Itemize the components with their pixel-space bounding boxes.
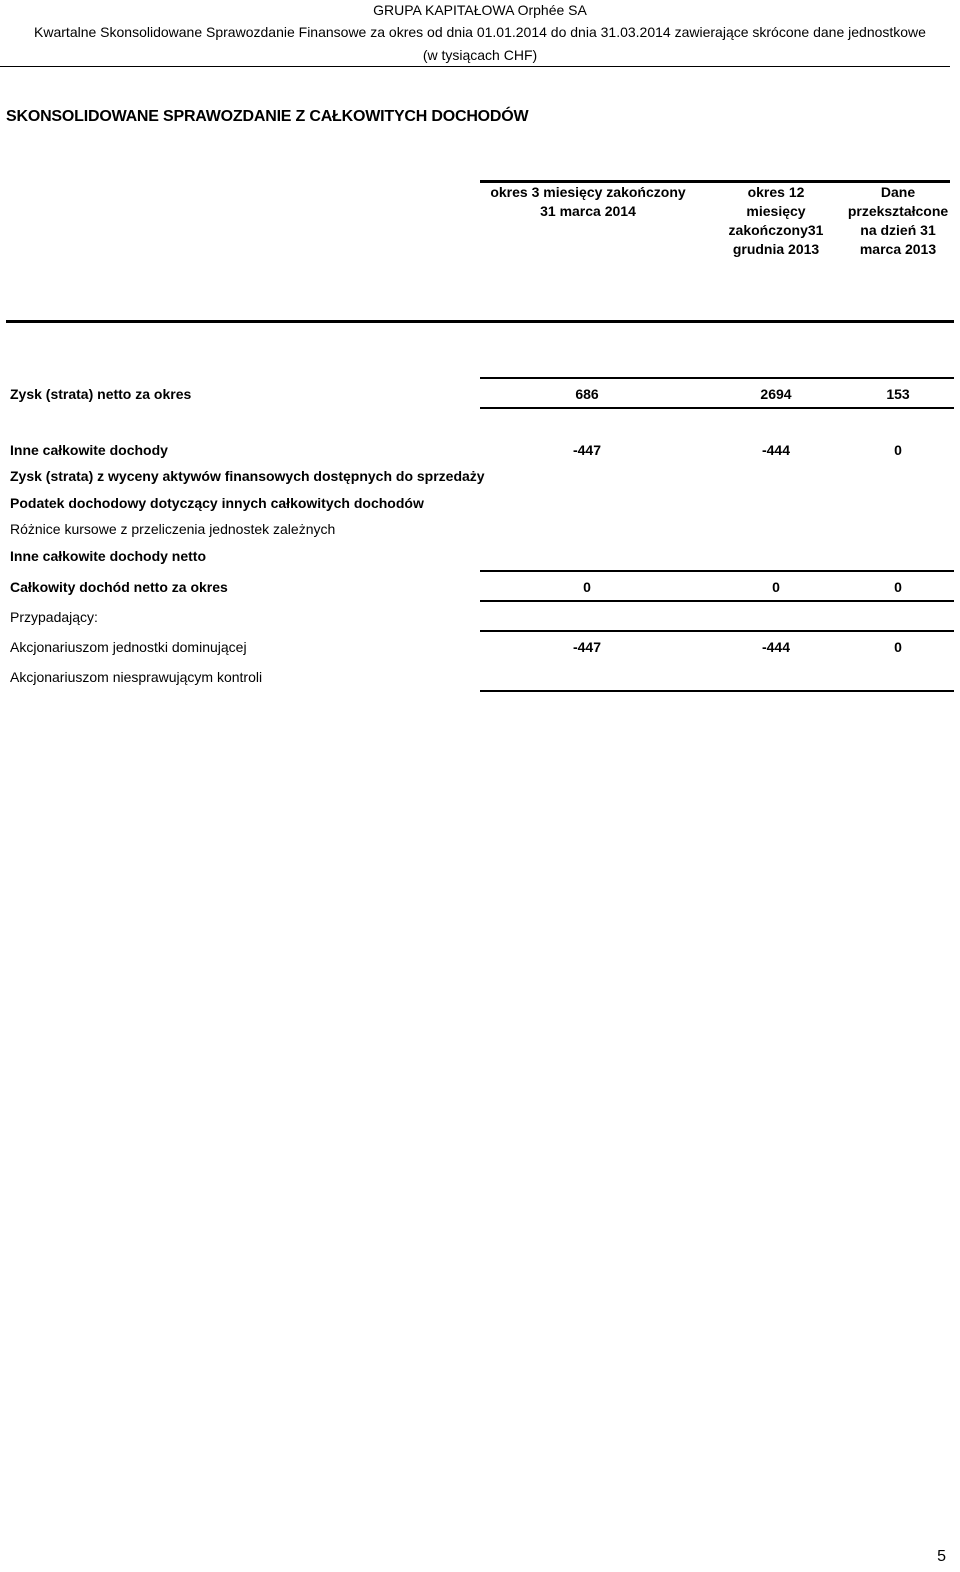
row-value-oci-q1-2014: -447 — [572, 442, 602, 458]
row-top-rule — [480, 570, 954, 572]
row-value-net-profit-fy-2013: 2694 — [760, 386, 792, 402]
row-value-tci-q1-2014: 0 — [583, 579, 591, 595]
row-label-afs-valuation: Zysk (strata) z wyceny aktywów finansowych dostępnych do sprzedaży — [10, 468, 485, 484]
row-label-net-profit: Zysk (strata) netto za okres — [10, 386, 192, 402]
row-top-rule — [480, 630, 954, 632]
row-label-total-comprehensive-income: Całkowity dochód netto za okres — [10, 579, 228, 595]
row-label-other-comprehensive-income: Inne całkowite dochody — [10, 442, 168, 458]
column-header-fy-2013: okres 12 miesięcy zakończony31 grudnia 2013 — [728, 184, 824, 257]
row-label-fx-differences: Różnice kursowe z przeliczenia jednostek zależnych — [10, 521, 336, 537]
column-header-q1-2014: okres 3 miesięcy zakończony 31 marca 2014 — [490, 184, 686, 219]
row-value-oci-restated-2013: 0 — [894, 442, 902, 458]
row-value-parent-q1-2014: -447 — [572, 639, 602, 655]
report-title: Kwartalne Skonsolidowane Sprawozdanie Finansowe za okres od dnia 01.01.2014 do dnia 31.03.2014 zawierające skrócone dane jednostkowe — [34, 24, 926, 40]
currency-unit: (w tysiącach CHF) — [422, 47, 538, 63]
row-top-rule — [480, 377, 954, 379]
company-name: GRUPA KAPITAŁOWA Orphée SA — [373, 2, 587, 18]
column-header-restated-2013: Dane przekształcone na dzień 31 marca 2013 — [847, 184, 949, 257]
row-label-non-controlling: Akcjonariuszom niesprawującym kontroli — [10, 669, 263, 685]
row-bottom-rule — [480, 690, 954, 692]
row-label-parent-shareholders: Akcjonariuszom jednostki dominującej — [10, 639, 247, 655]
page-number: 5 — [937, 1548, 946, 1565]
row-bottom-rule — [480, 407, 954, 409]
row-label-attributable: Przypadający: — [10, 609, 98, 625]
row-value-net-profit-q1-2014: 686 — [575, 386, 599, 402]
row-label-oci-net: Inne całkowite dochody netto — [10, 548, 207, 564]
header-divider — [0, 66, 950, 67]
row-label-oci-income-tax: Podatek dochodowy dotyczący innych całkowitych dochodów — [10, 495, 424, 511]
row-value-tci-fy-2013: 0 — [772, 579, 780, 595]
row-value-oci-fy-2013: -444 — [761, 442, 791, 458]
row-bottom-rule — [480, 600, 954, 602]
table-header-bottom-rule — [6, 320, 954, 323]
row-value-tci-restated-2013: 0 — [894, 579, 902, 595]
row-value-parent-restated-2013: 0 — [894, 639, 902, 655]
row-value-net-profit-restated-2013: 153 — [886, 386, 910, 402]
row-value-parent-fy-2013: -444 — [761, 639, 791, 655]
statement-title: SKONSOLIDOWANE SPRAWOZDANIE Z CAŁKOWITYCH DOCHODÓW — [6, 108, 529, 125]
